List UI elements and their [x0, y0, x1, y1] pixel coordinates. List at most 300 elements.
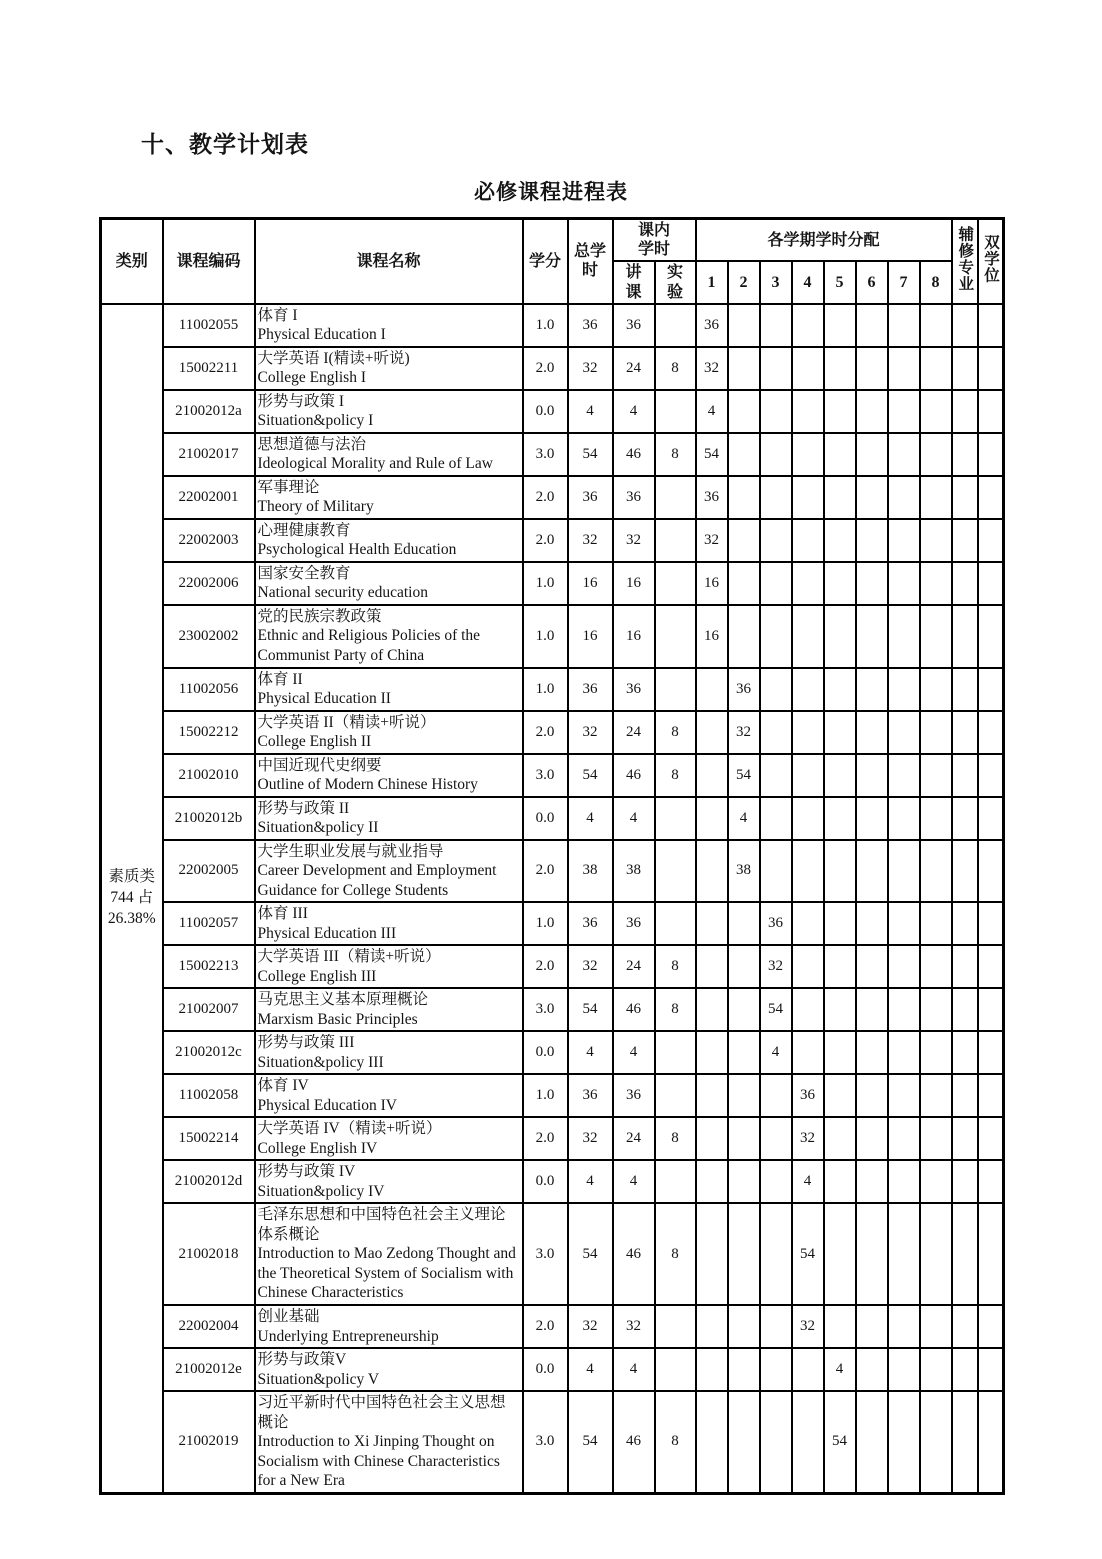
total-hours-cell: 54 — [568, 1391, 613, 1493]
credits-cell: 1.0 — [523, 605, 568, 668]
course-name-en: Physical Education IV — [257, 1096, 397, 1114]
semester-2-cell — [728, 433, 760, 476]
semester-1-cell — [696, 1074, 728, 1117]
course-name-en: Situation&policy II — [257, 819, 379, 837]
minor-cell — [952, 1031, 978, 1074]
semester-5-cell — [824, 1117, 856, 1160]
semester-1-cell — [696, 668, 728, 711]
course-name-cell — [255, 347, 523, 390]
semester-2-cell — [728, 562, 760, 605]
semester-5-cell — [824, 797, 856, 840]
semester-5-cell — [824, 754, 856, 797]
course-name-cell — [255, 1348, 523, 1391]
semester-1-cell — [696, 1391, 728, 1493]
course-name-en: College English IV — [257, 1139, 378, 1157]
course-name-en: Situation&policy IV — [257, 1182, 385, 1200]
semester-5-cell — [824, 988, 856, 1031]
semester-4-cell: 54 — [792, 1203, 824, 1305]
semester-1-cell — [696, 1348, 728, 1391]
course-code: 22002003 — [163, 519, 255, 562]
experiment-hours-cell — [655, 840, 696, 903]
lecture-hours-cell: 36 — [613, 902, 655, 945]
header-minor-label: 辅修专业 — [956, 225, 974, 292]
course-code: 21002010 — [163, 754, 255, 797]
minor-cell — [952, 1074, 978, 1117]
semester-1-cell — [696, 1305, 728, 1348]
semester-1-cell — [696, 1031, 728, 1074]
credits-cell: 1.0 — [523, 304, 568, 347]
total-hours-cell: 54 — [568, 1203, 613, 1305]
semester-1-cell — [696, 1117, 728, 1160]
table-row — [101, 605, 1004, 668]
experiment-hours-cell — [655, 519, 696, 562]
table-row — [101, 1305, 1004, 1348]
course-name-zh: 体育 III — [257, 905, 308, 923]
double-degree-cell — [978, 519, 1004, 562]
semester-6-cell — [856, 711, 888, 754]
lecture-hours-cell: 4 — [613, 390, 655, 433]
semester-8-cell — [920, 902, 952, 945]
semester-4-cell — [792, 797, 824, 840]
semester-5-cell — [824, 390, 856, 433]
minor-cell — [952, 304, 978, 347]
course-name-cell — [255, 1117, 523, 1160]
course-name-zh: 形势与政策 III — [257, 1034, 355, 1052]
semester-1-cell — [696, 1160, 728, 1203]
header-semester-5: 5 — [824, 261, 856, 303]
minor-cell — [952, 1348, 978, 1391]
header-total-hours — [568, 219, 613, 304]
semester-4-cell — [792, 390, 824, 433]
semester-1-cell: 36 — [696, 476, 728, 519]
lecture-hours-cell: 46 — [613, 1203, 655, 1305]
semester-6-cell — [856, 1348, 888, 1391]
semester-6-cell — [856, 840, 888, 903]
semester-2-cell: 54 — [728, 754, 760, 797]
course-code: 11002055 — [163, 304, 255, 347]
course-name-cell — [255, 797, 523, 840]
semester-1-cell — [696, 797, 728, 840]
total-hours-cell: 36 — [568, 476, 613, 519]
table-row — [101, 1031, 1004, 1074]
experiment-hours-cell — [655, 605, 696, 668]
lecture-hours-cell: 24 — [613, 945, 655, 988]
semester-7-cell — [888, 476, 920, 519]
double-degree-cell — [978, 711, 1004, 754]
minor-cell — [952, 754, 978, 797]
lecture-hours-cell: 46 — [613, 988, 655, 1031]
table-row — [101, 797, 1004, 840]
header-semester-allocation: 各学期学时分配 — [696, 219, 952, 262]
semester-2-cell — [728, 1160, 760, 1203]
table-row — [101, 304, 1004, 347]
course-name-cell — [255, 1203, 523, 1305]
semester-6-cell — [856, 304, 888, 347]
course-name-en: College English III — [257, 967, 377, 985]
semester-5-cell — [824, 711, 856, 754]
semester-1-cell — [696, 754, 728, 797]
semester-5-cell — [824, 476, 856, 519]
course-name-cell — [255, 1074, 523, 1117]
semester-4-cell — [792, 754, 824, 797]
double-degree-cell — [978, 476, 1004, 519]
minor-cell — [952, 1203, 978, 1305]
lecture-hours-cell: 46 — [613, 754, 655, 797]
minor-cell — [952, 1391, 978, 1493]
table-row — [101, 902, 1004, 945]
semester-8-cell — [920, 562, 952, 605]
experiment-hours-cell: 8 — [655, 1203, 696, 1305]
course-name-zh: 大学英语 II（精读+听说） — [257, 713, 436, 731]
semester-8-cell — [920, 1305, 952, 1348]
semester-7-cell — [888, 390, 920, 433]
semester-3-cell — [760, 840, 792, 903]
experiment-hours-cell — [655, 562, 696, 605]
semester-1-cell: 16 — [696, 562, 728, 605]
header-lecture — [613, 261, 655, 303]
semester-8-cell — [920, 1074, 952, 1117]
semester-8-cell — [920, 754, 952, 797]
course-name-zh: 马克思主义基本原理概论 — [257, 991, 429, 1009]
semester-8-cell — [920, 605, 952, 668]
semester-7-cell — [888, 304, 920, 347]
semester-7-cell — [888, 1391, 920, 1493]
semester-3-cell — [760, 1160, 792, 1203]
lecture-hours-cell: 38 — [613, 840, 655, 903]
course-name-cell — [255, 988, 523, 1031]
total-hours-cell: 32 — [568, 519, 613, 562]
semester-6-cell — [856, 519, 888, 562]
double-degree-cell — [978, 668, 1004, 711]
double-degree-cell — [978, 902, 1004, 945]
semester-4-cell — [792, 519, 824, 562]
double-degree-cell — [978, 797, 1004, 840]
minor-cell — [952, 390, 978, 433]
semester-6-cell — [856, 754, 888, 797]
minor-cell — [952, 1117, 978, 1160]
table-row — [101, 668, 1004, 711]
semester-6-cell — [856, 562, 888, 605]
category-line: 素质类 — [108, 867, 155, 885]
course-name-en: Situation&policy V — [257, 1370, 380, 1388]
semester-8-cell — [920, 711, 952, 754]
course-name-cell — [255, 1160, 523, 1203]
double-degree-cell — [978, 1160, 1004, 1203]
table-row — [101, 433, 1004, 476]
semester-6-cell — [856, 1203, 888, 1305]
semester-4-cell — [792, 562, 824, 605]
double-degree-cell — [978, 390, 1004, 433]
course-name-en: Underlying Entrepreneurship — [257, 1327, 439, 1345]
semester-5-cell — [824, 347, 856, 390]
double-degree-cell — [978, 1203, 1004, 1305]
lecture-hours-cell: 4 — [613, 1031, 655, 1074]
header-lecture-label: 讲课 — [625, 264, 642, 301]
semester-3-cell: 32 — [760, 945, 792, 988]
semester-2-cell — [728, 1031, 760, 1074]
course-name-en: Theory of Military — [257, 498, 374, 516]
lecture-hours-cell: 36 — [613, 304, 655, 347]
semester-8-cell — [920, 390, 952, 433]
semester-5-cell — [824, 668, 856, 711]
credits-cell: 2.0 — [523, 347, 568, 390]
course-name-cell — [255, 476, 523, 519]
credits-cell: 3.0 — [523, 433, 568, 476]
experiment-hours-cell: 8 — [655, 711, 696, 754]
course-name-cell — [255, 1305, 523, 1348]
semester-2-cell — [728, 476, 760, 519]
semester-6-cell — [856, 1305, 888, 1348]
double-degree-cell — [978, 304, 1004, 347]
semester-2-cell — [728, 945, 760, 988]
double-degree-cell — [978, 988, 1004, 1031]
semester-2-cell — [728, 519, 760, 562]
semester-1-cell: 54 — [696, 433, 728, 476]
semester-4-cell — [792, 902, 824, 945]
experiment-hours-cell: 8 — [655, 433, 696, 476]
semester-7-cell — [888, 519, 920, 562]
header-category: 类别 — [101, 219, 163, 304]
minor-cell — [952, 1305, 978, 1348]
course-name-zh: 国家安全教育 — [257, 564, 351, 582]
semester-4-cell: 36 — [792, 1074, 824, 1117]
course-code: 21002007 — [163, 988, 255, 1031]
semester-5-cell — [824, 1074, 856, 1117]
semester-5-cell: 4 — [824, 1348, 856, 1391]
total-hours-cell: 38 — [568, 840, 613, 903]
semester-5-cell — [824, 1031, 856, 1074]
course-name-en: Outline of Modern Chinese History — [257, 776, 478, 794]
semester-8-cell — [920, 1203, 952, 1305]
course-code: 21002012d — [163, 1160, 255, 1203]
course-name-zh: 体育 IV — [257, 1077, 309, 1095]
experiment-hours-cell — [655, 1348, 696, 1391]
experiment-hours-cell: 8 — [655, 1117, 696, 1160]
category-cell — [101, 304, 163, 1493]
total-hours-cell: 36 — [568, 902, 613, 945]
course-name-cell — [255, 668, 523, 711]
semester-7-cell — [888, 347, 920, 390]
total-hours-cell: 36 — [568, 304, 613, 347]
semester-5-cell — [824, 840, 856, 903]
course-name-cell — [255, 754, 523, 797]
course-code: 21002012a — [163, 390, 255, 433]
course-name-zh: 思想道德与法治 — [257, 435, 367, 453]
lecture-hours-cell: 24 — [613, 347, 655, 390]
lecture-hours-cell: 46 — [613, 1391, 655, 1493]
lecture-hours-cell: 24 — [613, 1117, 655, 1160]
credits-cell: 3.0 — [523, 1391, 568, 1493]
semester-6-cell — [856, 945, 888, 988]
experiment-hours-cell: 8 — [655, 1391, 696, 1493]
total-hours-cell: 32 — [568, 1305, 613, 1348]
lecture-hours-cell: 24 — [613, 711, 655, 754]
semester-5-cell — [824, 1305, 856, 1348]
minor-cell — [952, 797, 978, 840]
semester-8-cell — [920, 1031, 952, 1074]
header-credits: 学分 — [523, 219, 568, 304]
course-name-zh: 中国近现代史纲要 — [257, 756, 382, 774]
credits-cell: 2.0 — [523, 1305, 568, 1348]
course-name-zh: 习近平新时代中国特色社会主义思想概论 — [257, 1394, 506, 1431]
semester-3-cell — [760, 605, 792, 668]
course-name-en: Psychological Health Education — [257, 541, 457, 559]
credits-cell: 2.0 — [523, 840, 568, 903]
semester-6-cell — [856, 347, 888, 390]
semester-8-cell — [920, 476, 952, 519]
semester-4-cell — [792, 668, 824, 711]
lecture-hours-cell: 16 — [613, 605, 655, 668]
semester-5-cell: 54 — [824, 1391, 856, 1493]
course-name-en: Introduction to Xi Jinping Thought on Socialism with Chinese Characteristics for a New Era — [257, 1433, 500, 1490]
total-hours-cell: 4 — [568, 1160, 613, 1203]
course-name-zh: 大学生职业发展与就业指导 — [257, 842, 444, 860]
course-code: 23002002 — [163, 605, 255, 668]
semester-4-cell — [792, 347, 824, 390]
semester-5-cell — [824, 304, 856, 347]
lecture-hours-cell: 32 — [613, 519, 655, 562]
double-degree-cell — [978, 1074, 1004, 1117]
semester-6-cell — [856, 605, 888, 668]
minor-cell — [952, 433, 978, 476]
header-experiment-label: 实验 — [667, 264, 684, 301]
semester-1-cell — [696, 1203, 728, 1305]
header-semester-6: 6 — [856, 261, 888, 303]
double-degree-cell — [978, 1391, 1004, 1493]
header-semester-3: 3 — [760, 261, 792, 303]
course-code: 11002058 — [163, 1074, 255, 1117]
course-name-en: Career Development and Employment Guidance for College Students — [257, 862, 497, 899]
experiment-hours-cell — [655, 668, 696, 711]
semester-7-cell — [888, 902, 920, 945]
semester-7-cell — [888, 711, 920, 754]
experiment-hours-cell: 8 — [655, 988, 696, 1031]
semester-3-cell — [760, 1203, 792, 1305]
semester-5-cell — [824, 433, 856, 476]
minor-cell — [952, 945, 978, 988]
double-degree-cell — [978, 840, 1004, 903]
semester-1-cell: 32 — [696, 519, 728, 562]
semester-7-cell — [888, 433, 920, 476]
semester-6-cell — [856, 1031, 888, 1074]
course-name-en: Situation&policy III — [257, 1053, 384, 1071]
course-name-en: Marxism Basic Principles — [257, 1010, 418, 1028]
course-name-zh: 体育 II — [257, 670, 303, 688]
header-total-hours-label: 总学时 — [573, 243, 606, 280]
course-name-cell — [255, 1391, 523, 1493]
course-name-en: Ideological Morality and Rule of Law — [257, 455, 493, 473]
total-hours-cell: 16 — [568, 562, 613, 605]
semester-4-cell — [792, 840, 824, 903]
semester-3-cell — [760, 668, 792, 711]
lecture-hours-cell: 36 — [613, 1074, 655, 1117]
total-hours-cell: 4 — [568, 1031, 613, 1074]
semester-2-cell — [728, 304, 760, 347]
semester-8-cell — [920, 519, 952, 562]
semester-4-cell — [792, 1391, 824, 1493]
table-row — [101, 840, 1004, 903]
course-code: 21002012e — [163, 1348, 255, 1391]
course-code: 22002001 — [163, 476, 255, 519]
total-hours-cell: 54 — [568, 433, 613, 476]
course-name-en: National security education — [257, 584, 428, 602]
total-hours-cell: 36 — [568, 1074, 613, 1117]
table-row — [101, 476, 1004, 519]
credits-cell: 3.0 — [523, 754, 568, 797]
header-row-1 — [101, 219, 1004, 262]
course-code: 22002006 — [163, 562, 255, 605]
course-name-zh: 大学英语 IV（精读+听说） — [257, 1120, 442, 1138]
semester-2-cell — [728, 1203, 760, 1305]
header-course-name: 课程名称 — [255, 219, 523, 304]
semester-4-cell — [792, 605, 824, 668]
credits-cell: 0.0 — [523, 1031, 568, 1074]
credits-cell: 1.0 — [523, 668, 568, 711]
lecture-hours-cell: 4 — [613, 1348, 655, 1391]
semester-6-cell — [856, 433, 888, 476]
course-name-en: Ethnic and Religious Policies of the Communist Party of China — [257, 627, 481, 664]
semester-3-cell — [760, 433, 792, 476]
minor-cell — [952, 840, 978, 903]
total-hours-cell: 54 — [568, 754, 613, 797]
course-name-en: Physical Education III — [257, 924, 397, 942]
course-code: 21002012b — [163, 797, 255, 840]
semester-7-cell — [888, 797, 920, 840]
experiment-hours-cell: 8 — [655, 754, 696, 797]
credits-cell: 2.0 — [523, 1117, 568, 1160]
table-row — [101, 562, 1004, 605]
credits-cell: 0.0 — [523, 390, 568, 433]
semester-3-cell — [760, 347, 792, 390]
semester-4-cell — [792, 304, 824, 347]
semester-3-cell — [760, 304, 792, 347]
minor-cell — [952, 668, 978, 711]
credits-cell: 1.0 — [523, 1074, 568, 1117]
course-code: 21002018 — [163, 1203, 255, 1305]
required-courses-table — [99, 217, 1005, 1495]
semester-4-cell — [792, 433, 824, 476]
semester-2-cell — [728, 1074, 760, 1117]
semester-4-cell — [792, 1348, 824, 1391]
semester-7-cell — [888, 754, 920, 797]
section-title: 十、教学计划表 — [141, 132, 309, 157]
semester-6-cell — [856, 1117, 888, 1160]
course-name-cell — [255, 1031, 523, 1074]
semester-2-cell — [728, 390, 760, 433]
semester-3-cell — [760, 1305, 792, 1348]
course-name-en: Physical Education I — [257, 326, 386, 344]
total-hours-cell: 16 — [568, 605, 613, 668]
course-code: 11002057 — [163, 902, 255, 945]
semester-3-cell: 4 — [760, 1031, 792, 1074]
double-degree-cell — [978, 1348, 1004, 1391]
semester-7-cell — [888, 1031, 920, 1074]
double-degree-cell — [978, 433, 1004, 476]
total-hours-cell: 54 — [568, 988, 613, 1031]
semester-5-cell — [824, 1203, 856, 1305]
course-name-en: Situation&policy I — [257, 412, 374, 430]
lecture-hours-cell: 4 — [613, 1160, 655, 1203]
course-name-zh: 体育 I — [257, 306, 298, 324]
course-name-cell — [255, 519, 523, 562]
semester-4-cell — [792, 1031, 824, 1074]
course-name-cell — [255, 390, 523, 433]
semester-3-cell — [760, 797, 792, 840]
double-degree-cell — [978, 1031, 1004, 1074]
double-degree-cell — [978, 754, 1004, 797]
semester-2-cell — [728, 1391, 760, 1493]
course-name-en: College English II — [257, 733, 372, 751]
